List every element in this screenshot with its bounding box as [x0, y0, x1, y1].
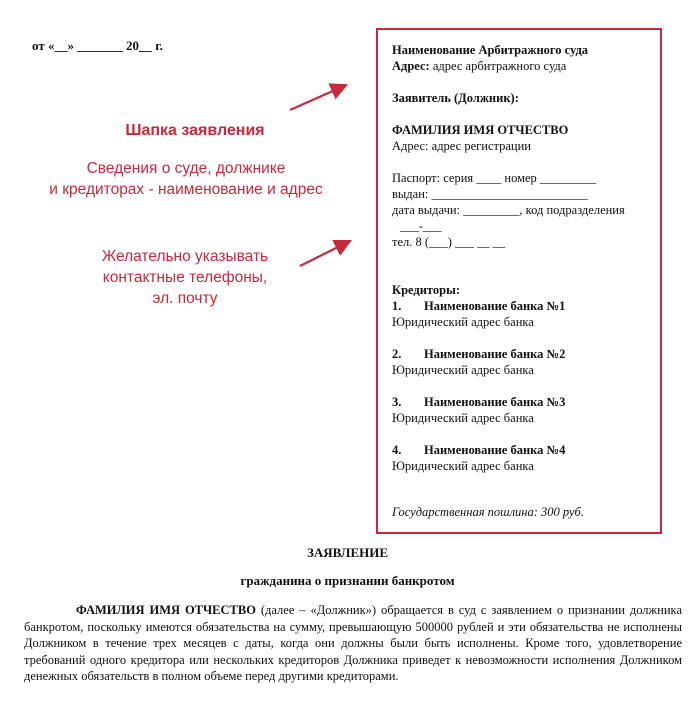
- state-fee: Государственная пошлина: 300 руб.: [392, 505, 584, 519]
- court-address-label: Адрес:: [392, 59, 430, 73]
- note-header-description: Сведения о суде, должнике и кредиторах - наименование и адрес: [49, 160, 323, 198]
- creditor-bank-4-address: Юридический адрес банка: [392, 459, 534, 473]
- body-full-name: ФАМИЛИЯ ИМЯ ОТЧЕСТВО: [76, 603, 256, 617]
- document-subtitle: гражданина о признании банкротом: [240, 573, 455, 588]
- creditor-bank-3: 3. Наименование банка №3: [392, 395, 566, 409]
- document-title: ЗАЯВЛЕНИЕ: [306, 545, 389, 560]
- creditor-bank-1: 1. Наименование банка №1: [392, 299, 566, 313]
- registration-address: Адрес: адрес регистрации: [392, 139, 531, 153]
- issued-line: выдан: _________________________: [392, 187, 588, 201]
- applicant-full-name: ФАМИЛИЯ ИМЯ ОТЧЕСТВО: [392, 123, 569, 137]
- issue-date-line: дата выдачи: _________, код подразделения: [392, 203, 625, 217]
- note-header-title: Шапка заявления: [125, 122, 265, 139]
- department-code-line: ___-___: [400, 219, 442, 233]
- applicant-label: Заявитель (Должник):: [392, 91, 519, 105]
- creditor-bank-4: 4. Наименование банка №4: [392, 443, 566, 457]
- arrow-to-header-icon: [290, 86, 344, 110]
- phone-line: тел. 8 (___) ___ __ __: [392, 235, 506, 249]
- creditor-bank-1-address: Юридический адрес банка: [392, 315, 534, 329]
- passport-line: Паспорт: серия ____ номер _________: [392, 171, 597, 185]
- court-name: Наименование Арбитражного суда: [392, 43, 589, 57]
- creditors-label: Кредиторы:: [392, 283, 461, 297]
- creditor-bank-2: 2. Наименование банка №2: [392, 347, 566, 361]
- creditor-bank-2-address: Юридический адрес банка: [392, 363, 534, 377]
- body-text: (далее – «Должник») обращается в суд с заявлением о признании должника банкротом, поскольку имеются обязательства на сумму, превышающую 500000 рублей и эти обязательства не исполнены Должником в течение трех месяцев с даты, когда они должны были быть исполнены. Кроме того, удовлетворение требований одного кредитора или нескольких кредиторов Должника приведет к невозможности исполнения Должником денежных обязательств в полном объеме перед другими кредиторами.: [24, 603, 682, 683]
- court-address-value: адрес арбитражного суда: [429, 59, 567, 73]
- note-contacts: Желательно указывать контактные телефоны, эл. почту: [101, 248, 269, 307]
- document-body: [24, 602, 682, 685]
- arrow-to-phone-icon: [300, 242, 348, 266]
- date-line: от «__» _______ 20__ г.: [32, 38, 163, 53]
- creditor-bank-3-address: Юридический адрес банка: [392, 411, 534, 425]
